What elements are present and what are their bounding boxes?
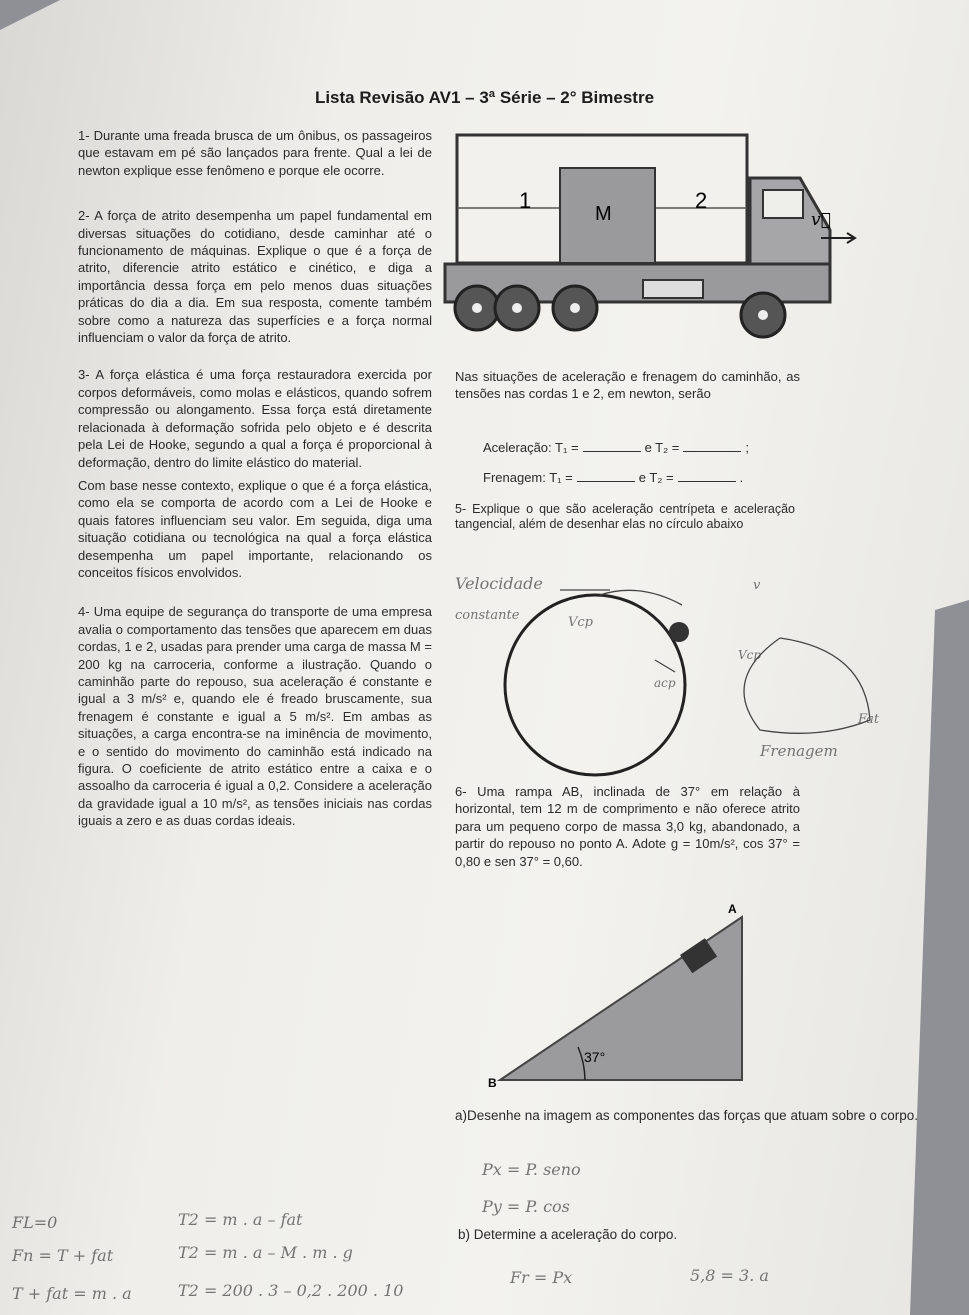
handwriting-constante: constante <box>455 608 520 623</box>
truck-illustration <box>445 130 865 365</box>
handwriting-frenagem: Frenagem <box>760 742 838 760</box>
page-title: Lista Revisão AV1 – 3ª Série – 2° Bimestre <box>314 88 655 107</box>
handwriting-acp: acp <box>654 676 676 690</box>
handwriting-fat: Fat <box>858 712 880 727</box>
mass-label: M <box>595 203 612 225</box>
acceleration-tensions: Aceleração: T₁ = e T₂ = ; <box>483 440 749 455</box>
question-4-continued: Nas situações de aceleração e frenagem do caminhão, as tensões nas cordas 1 e 2, em newton, serão <box>455 369 800 402</box>
handwriting-vcp-2: Vcp <box>738 648 762 662</box>
angle-label: 37° <box>584 1049 606 1065</box>
fuel-tank <box>643 280 703 298</box>
braking-label: Frenagem: T₁ = <box>483 470 573 485</box>
question-1: 1- Durante uma freada brusca de um ônibus, os passageiros que estavam em pé são lançados para frente. Qual a lei de newton explique esse fenômeno e porque ele ocorre. <box>78 128 432 178</box>
wheel-hub <box>512 303 522 313</box>
point-b-label: B <box>488 1076 497 1090</box>
cab-window <box>763 190 803 218</box>
handwriting-fl0: FL=0 <box>12 1213 58 1232</box>
handwriting-t2c: T2 = 200 . 3 – 0,2 . 200 . 10 <box>178 1281 404 1300</box>
handwriting-t2b: T2 = m . a – M . m . g <box>178 1243 353 1262</box>
moving-body <box>669 622 689 642</box>
handwriting-px: Px = P. seno <box>482 1160 581 1179</box>
acceleration-label: Aceleração: T₁ = <box>483 440 579 455</box>
question-4: 4- Uma equipe de segurança do transporte de uma empresa avalia o comportamento das tensões que aparecem em duas cordas, 1 e 2, usadas para prender uma carga de massa M = 200 kg na carroceria, conforme a ilustração. Quando o caminhão parte do repouso, sua aceleração é constante e igual a 3 m/s² e, quando ele é freado bruscamente, sua frenagem é constante e igual a 5 m/s². Em ambas as situações, a carga encontra-se na iminência de movimento, e o sentido do movimento do caminhão está indicado na figura. O coeficiente de atrito estático entre a caixa e o assoalho da carroceria é igual a 0,2. Considere a aceleração da gravidade igual a 10 m/s², as tensões iniciais nas cordas iguais a zero e as duas cordas ideais. <box>78 604 432 829</box>
rope-2-label: 2 <box>695 188 708 213</box>
question-6b: b) Determine a aceleração do corpo. <box>458 1227 678 1242</box>
ramp-diagram <box>480 902 760 1090</box>
handwriting-velocidade: Velocidade <box>455 574 543 593</box>
rope-1-label: 1 <box>519 188 532 213</box>
velocity-label: v⃗ <box>811 210 831 230</box>
t2-label: e T₂ = <box>644 440 680 455</box>
question-6a: a)Desenhe na imagem as componentes das forças que atuam sobre o corpo. <box>455 1108 919 1123</box>
hand-arrow-acp <box>655 660 675 672</box>
handwriting-t2: T2 = m . a – fat <box>178 1210 303 1229</box>
question-3-prompt: Com base nesse contexto, explique o que é a força elástica, como ela se comporta de acordo com a Lei de Hooke e quais fatores influenciam seu valor. Em seguida, diga uma situação cotidiana ou tecnológica na qual a força elástica desempenha um papel importante, relacionando os conceitos físicos envolvidos. <box>78 477 432 580</box>
handwriting-tfat: T + fat = m . a <box>12 1284 132 1303</box>
question-2: 2- A força de atrito desempenha um papel fundamental em diversas situações do cotidiano, desde caminhar até o funcionamento de máquinas. Explique o que é a força de atrito, diferencie atrito estático e cinético, e diga a importância dessa força em pelo menos duas situações práticas do dia a dia. Em sua resposta, comente também sobre como a natureza das superfícies e a força normal influenciam o valor da força de atrito. <box>78 208 432 346</box>
question-6: 6- Uma rampa AB, inclinada de 37° em relação à horizontal, tem 12 m de comprimento e não oferece atrito para um pequeno corpo de massa 3,0 kg, abandonado, a partir do repouso no ponto A. Adote g = 10m/s², cos 37° = 0,80 e sen 37° = 0,60. <box>455 784 800 869</box>
answer-blank-t2-accel[interactable] <box>683 451 741 452</box>
answer-blank-t1-accel[interactable] <box>583 451 641 452</box>
braking-tensions: Frenagem: T₁ = e T₂ = . <box>483 470 744 485</box>
t2-label: e T₂ = <box>638 470 674 485</box>
handwriting-vcp: Vcp <box>568 615 593 630</box>
answer-blank-t1-brake[interactable] <box>577 481 635 482</box>
wheel-hub <box>570 303 580 313</box>
wheel-hub <box>758 310 768 320</box>
answer-blank-t2-brake[interactable] <box>678 481 736 482</box>
left-column <box>78 127 432 842</box>
handwriting-py: Py = P. cos <box>482 1197 570 1216</box>
handwriting-result: 5,8 = 3. a <box>690 1266 769 1285</box>
hand-drawn-circle <box>744 638 870 733</box>
handwriting-frpx: Fr = Px <box>510 1268 573 1287</box>
handwriting-fn: Fn = T + fat <box>12 1246 114 1265</box>
question-5: 5- Explique o que são aceleração centrípeta e aceleração tangencial, além de desenhar elas no círculo abaixo <box>455 502 795 531</box>
question-3: 3- A força elástica é uma força restauradora exercida por corpos deformáveis, como molas e elásticos, quando sofrem compressão ou alongamento. Essa força está diretamente relacionada à deformação sofrida pelo objeto e é descrita pela Lei de Hooke, segundo a qual a força é proporcional à deformação, dentro do limite elástico do material. <box>78 367 432 470</box>
wheel-hub <box>472 303 482 313</box>
point-a-label: A <box>728 902 737 916</box>
handwriting-v: v <box>753 578 761 593</box>
